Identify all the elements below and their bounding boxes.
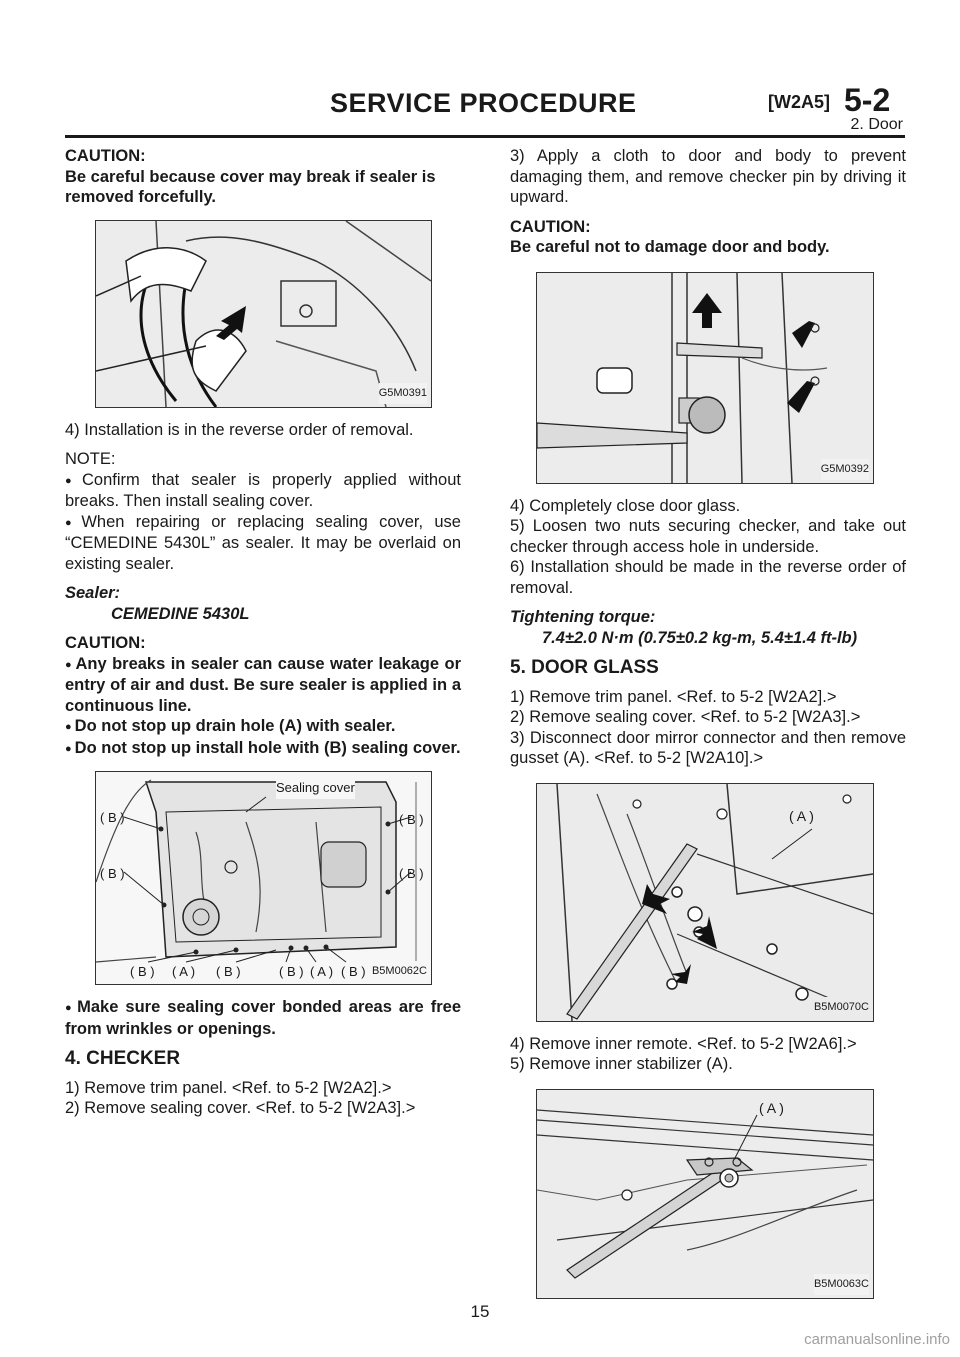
subsection-title: 2. Door xyxy=(850,116,903,133)
caution-title: CAUTION: xyxy=(65,634,146,652)
caution-text: Be careful not to damage door and body. xyxy=(510,238,830,256)
figure-caption: G5M0392 xyxy=(821,459,869,480)
figure-checker-pin xyxy=(536,272,874,484)
step-text: 2) Remove sealing cover. <Ref. to 5-2 [W2A3].> xyxy=(510,708,861,726)
note-bullet: ● When repairing or replacing sealing cover, use “CEMEDINE 5430L” as sealer. It may be overlaid on existing sealer. xyxy=(65,512,461,575)
figure-inner-stabilizer xyxy=(536,1089,874,1299)
step-text: 4) Remove inner remote. <Ref. to 5-2 [W2A6].> xyxy=(510,1034,857,1053)
figure-caption: B5M0062C xyxy=(372,961,427,982)
left-column xyxy=(65,146,461,1119)
gusset-illustration xyxy=(537,784,873,1021)
torque-value: 7.4±2.0 N·m (0.75±0.2 kg-m, 5.4±1.4 ft-lb) xyxy=(542,628,858,647)
note-title: NOTE: xyxy=(65,450,116,468)
caution-text: Be careful because cover may break if sealer is removed forcefully. xyxy=(65,167,436,206)
caution-bullet: ● Make sure sealing cover bonded areas are free from wrinkles or openings. xyxy=(65,997,461,1039)
section-heading-checker: 4. CHECKER xyxy=(65,1048,181,1069)
note-bullet: ● Confirm that sealer is properly applied without breaks. Then install sealing cover. xyxy=(65,470,461,512)
caution-title: CAUTION: xyxy=(510,217,591,236)
caution-title: CAUTION: xyxy=(65,147,146,165)
caution-bullet: ● Do not stop up drain hole (A) with sealer. xyxy=(65,716,461,738)
watermark: carmanualsonline.info xyxy=(804,1331,950,1348)
right-column xyxy=(510,146,906,1299)
page-title: SERVICE PROCEDURE xyxy=(330,88,637,118)
label-b: ( B ) xyxy=(399,812,424,827)
label-b: ( B ) xyxy=(130,964,155,979)
label-b: ( B ) xyxy=(399,866,424,881)
section-number: 5-2 xyxy=(844,82,891,118)
caution-bullet: ● Any breaks in sealer can cause water leakage or entry of air and dust. Be sure sealer is applied in a continuous line. xyxy=(65,654,461,717)
caution-bullet: ● Do not stop up install hole with (B) sealing cover. xyxy=(65,738,461,760)
step-text: 4) Completely close door glass. xyxy=(510,496,741,515)
sealer-removal-illustration xyxy=(96,221,431,407)
page-number: 15 xyxy=(470,1302,490,1321)
step-text: 5) Loosen two nuts securing checker, and take out checker through access hole in underside. xyxy=(510,517,906,556)
section-code: [W2A5] xyxy=(768,92,830,112)
label-b: ( B ) xyxy=(341,964,366,979)
sealer-label: Sealer: xyxy=(65,584,121,602)
label-sealing-cover: Sealing cover xyxy=(276,778,355,799)
label-b: ( B ) xyxy=(100,810,125,825)
step-text: 4) Installation is in the reverse order of removal. xyxy=(65,420,414,439)
label-a: ( A ) xyxy=(789,806,814,827)
step-text: 3) Apply a cloth to door and body to prevent damaging them, and remove checker pin by driving it upward. xyxy=(510,147,906,206)
sealer-value: CEMEDINE 5430L xyxy=(111,604,250,623)
figure-caption: G5M0391 xyxy=(379,383,427,404)
figure-caption: B5M0063C xyxy=(814,1274,869,1295)
label-a: ( A ) xyxy=(310,964,334,979)
step-text: 1) Remove trim panel. <Ref. to 5-2 [W2A2].> xyxy=(510,687,837,706)
label-b: ( B ) xyxy=(279,964,304,979)
inner-stabilizer-illustration xyxy=(537,1090,873,1298)
label-b: ( B ) xyxy=(100,866,125,881)
torque-label: Tightening torque: xyxy=(510,608,656,626)
figure-caption: B5M0070C xyxy=(814,997,869,1018)
header-divider xyxy=(65,135,905,138)
step-text: 2) Remove sealing cover. <Ref. to 5-2 [W2A3].> xyxy=(65,1099,416,1117)
step-text: 3) Disconnect door mirror connector and then remove gusset (A). <Ref. to 5-2 [W2A10].> xyxy=(510,728,906,767)
sealing-cover-illustration xyxy=(96,772,431,984)
figure-sealer-removal xyxy=(95,220,432,408)
label-b: ( B ) xyxy=(216,964,241,979)
step-text: 1) Remove trim panel. <Ref. to 5-2 [W2A2].> xyxy=(65,1078,392,1097)
label-a: ( A ) xyxy=(172,964,196,979)
step-text: 6) Installation should be made in the reverse order of removal. xyxy=(510,558,906,597)
section-heading-door-glass: 5. DOOR GLASS xyxy=(510,657,659,678)
checker-pin-illustration xyxy=(537,273,873,483)
step-text: 5) Remove inner stabilizer (A). xyxy=(510,1055,733,1073)
figure-gusset xyxy=(536,783,874,1022)
figure-sealing-cover xyxy=(95,771,432,985)
label-a: ( A ) xyxy=(759,1098,784,1119)
